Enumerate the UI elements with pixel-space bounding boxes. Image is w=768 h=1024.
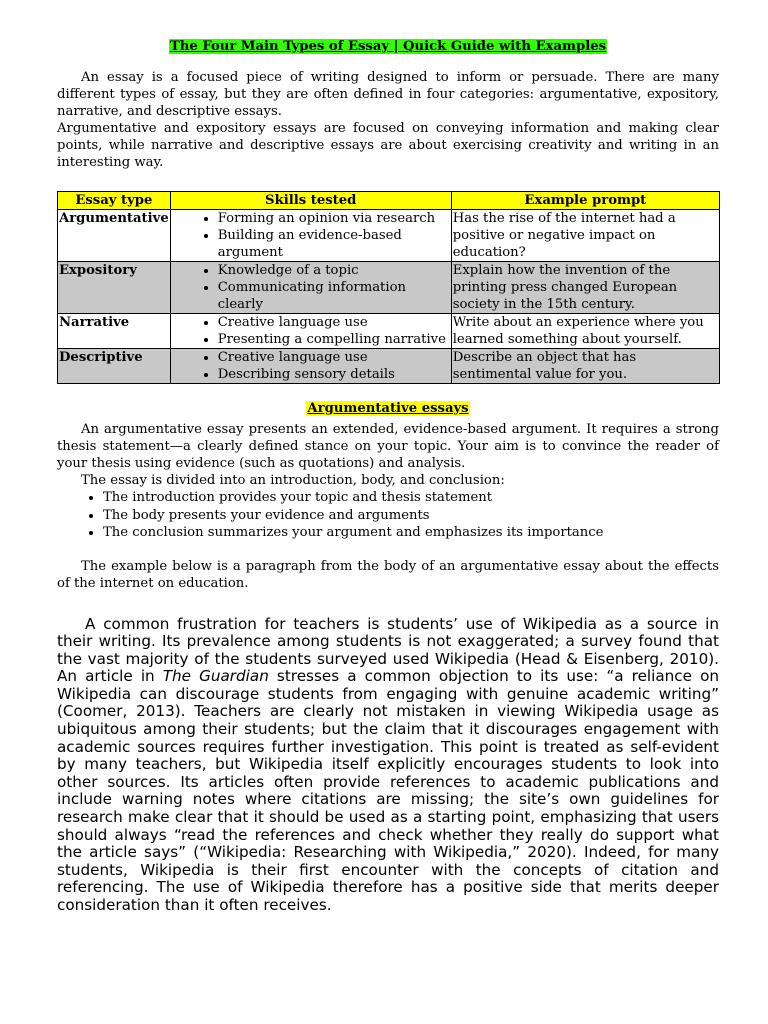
intro-paragraph-1: An essay is a focused piece of writing designed to inform or persuade. There are many different types of essay, but they are often defined in four categories: argumentative, expository, narrative, and descriptive essays. [57, 70, 719, 119]
title-wrap [57, 38, 719, 55]
row-skills [170, 314, 451, 349]
section-heading-wrap [57, 400, 719, 417]
skill-item: • Knowledge of a topic [218, 262, 450, 279]
row-skills [170, 349, 451, 384]
table-header-row [58, 192, 720, 210]
argumentative-paragraph-1: An argumentative essay presents an extended, evidence-based argument. It requires a strong thesis statement—a clearly defined stance on your topic. Your aim is to convince the reader of your thesis using evidence (such as quotations) and analysis. [57, 422, 719, 471]
example-text [57, 616, 719, 915]
intro-paragraph-2: Argumentative and expository essays are focused on conveying information and making clear points, while narrative and descriptive essays are about exercising creativity and writing in an interesting way. [57, 121, 719, 170]
table-row [58, 314, 720, 349]
document-page [57, 38, 719, 915]
list-item: • The introduction provides your topic and thesis statement [103, 489, 719, 507]
skill-item: • Creative language use [218, 349, 450, 366]
row-type: Descriptive [58, 349, 171, 384]
skill-item: • Describing sensory details [218, 366, 450, 383]
argumentative-paragraph-2: The essay is divided into an introduction, body, and conclusion: [81, 473, 505, 488]
skill-item: • Forming an opinion via research [218, 210, 450, 227]
essay-types-table [57, 191, 720, 384]
skill-item: • Creative language use [218, 314, 450, 331]
row-prompt: Describe an object that has sentimental value for you. [451, 349, 719, 384]
example-paragraph [57, 616, 719, 915]
skill-item: • Presenting a compelling narrative [218, 331, 450, 348]
table-row [58, 262, 720, 314]
row-type: Narrative [58, 314, 171, 349]
header-essay-type: Essay type [58, 192, 171, 210]
header-skills-tested: Skills tested [170, 192, 451, 210]
section-heading: Argumentative essays [307, 401, 469, 416]
skill-item: • Communicating information clearly [218, 279, 450, 313]
example-text-part-1: A common frustration for teachers is students’ use of Wikipedia as a source in their writing. Its prevalence among students is not exaggerated; a survey found that the vast majority of the students surveyed used Wikipedia (Head & Eisenberg, 2010). An article in [57, 614, 719, 686]
structure-list [57, 489, 719, 542]
page-title: The Four Main Types of Essay | Quick Guide with Examples [169, 39, 607, 54]
row-prompt: Write about an experience where you learned something about yourself. [451, 314, 719, 349]
row-prompt: Has the rise of the internet had a positive or negative impact on education? [451, 210, 719, 262]
row-skills [170, 210, 451, 262]
row-prompt: Explain how the invention of the printing press changed European society in the 15th century. [451, 262, 719, 314]
row-skills [170, 262, 451, 314]
row-type: Expository [58, 262, 171, 314]
argumentative-paragraph-3: The example below is a paragraph from the body of an argumentative essay about the effects of the internet on education. [57, 558, 719, 591]
list-item: • The conclusion summarizes your argument and emphasizes its importance [103, 524, 719, 542]
header-example-prompt: Example prompt [451, 192, 719, 210]
skill-item: • Building an evidence-based argument [218, 227, 450, 261]
row-type: Argumentative [58, 210, 171, 262]
table-row [58, 349, 720, 384]
example-text-part-2: stresses a common objection to its use: “a reliance on Wikipedia can discourage students from engaging with genuine academic writing” (Coomer, 2013). Teachers are clearly not mistaken in viewing Wikipedia usage as ubiquitous among their students; but the claim that it discourages engagement with academic sources requires further investigation. This point is treated as self-evident by many teachers, but Wikipedia itself explicitly encourages students to look into other sources. Its articles often provide references to academic publications and include warning notes where citations are missing; the site’s own guidelines for research make clear that it should be used as a starting point, emphasizing that users should always “read the references and check whether they really do support what the article says” (“Wikipedia: Researching with Wikipedia,” 2020). Indeed, for many students, Wikipedia is their first encounter with the concepts of citation and referencing. The use of Wikipedia therefore has a positive side that merits deeper consideration than it often receives. [57, 667, 720, 914]
example-italic-source: The Guardian [162, 667, 269, 686]
table-row [58, 210, 720, 262]
list-item: • The body presents your evidence and arguments [103, 507, 719, 525]
